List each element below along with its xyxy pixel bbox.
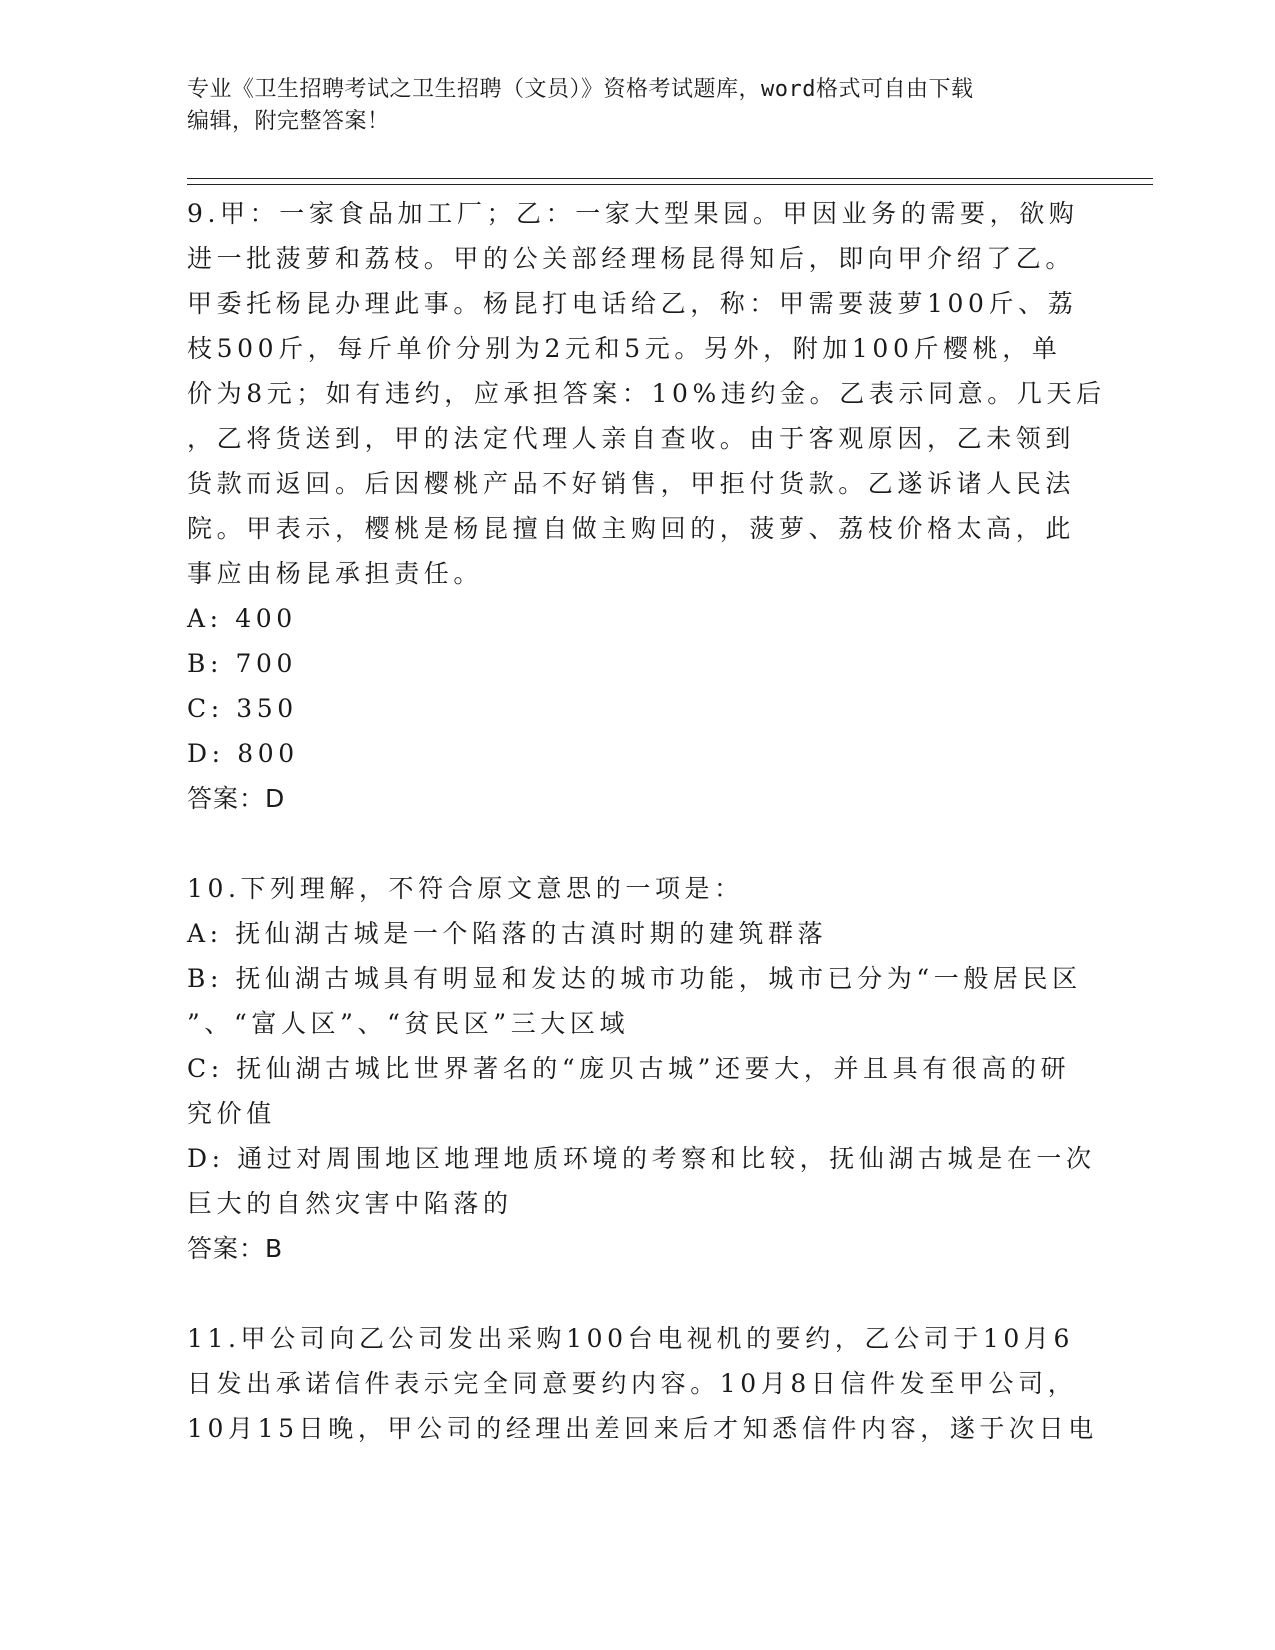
question-stem-line: 进一批菠萝和荔枝。甲的公关部经理杨昆得知后，即向甲介绍了乙。 [187,244,1076,273]
answer-option-c: 究价值 [187,1099,276,1128]
question-stem-line: 日发出承诺信件表示完全同意要约内容。10月8日信件发至甲公司， [187,1369,1078,1398]
question-stem-line: 价为8元；如有违约，应承担答案：10%违约金。乙表示同意。几天后 [187,379,1106,408]
question-stem-line: 事应由杨昆承担责任。 [187,559,484,588]
answer-key: 答案：D [187,784,286,813]
question-list [187,191,1106,1451]
answer-option-a: A: 抚仙湖古城是一个陷落的古滇时期的建筑群落 [187,919,828,948]
question-stem-line: 枝500斤，每斤单价分别为2元和5元。另外，附加100斤樱桃，单 [187,334,1062,363]
answer-option-c: C: 350 [187,694,298,723]
question-stem-line: 10.下列理解，不符合原文意思的一项是： [187,874,744,903]
answer-option-c: C: 抚仙湖古城比世界著名的“庞贝古城”还要大，并且具有很高的研 [187,1054,1071,1083]
question-stem-line: ，乙将货送到，甲的法定代理人亲自查收。由于客观原因，乙未领到 [187,424,1076,453]
question-stem-line: 甲委托杨昆办理此事。杨昆打电话给乙，称：甲需要菠萝100斤、荔 [187,289,1078,318]
answer-option-d: D: 通过对周围地区地理地质环境的考察和比较，抚仙湖古城是在一次 [187,1144,1096,1173]
header-line-1: 专业《卫生招聘考试之卫生招聘（文员）》资格考试题库，word格式可自由下载 [187,77,974,102]
question-1 [187,191,1106,866]
answer-option-a: A: 400 [187,604,297,633]
question-spacer [187,821,1087,866]
question-stem-line: 院。甲表示，樱桃是杨昆擅自做主购回的，菠萝、荔枝价格太高，此 [187,514,1076,543]
answer-option-b: B: 700 [187,649,298,678]
header-divider-bottom [187,184,1153,185]
answer-option-b: B: 抚仙湖古城具有明显和发达的城市功能，城市已分为“一般居民区 [187,964,1082,993]
header-line-2: 编辑，附完整答案！ [187,109,390,134]
question-2 [187,866,1096,1316]
question-stem-line: 货款而返回。后因樱桃产品不好销售，甲拒付货款。乙遂诉诸人民法 [187,469,1076,498]
answer-option-d: 巨大的自然灾害中陷落的 [187,1189,513,1218]
question-stem-line: 11.甲公司向乙公司发出采购100台电视机的要约，乙公司于10月6 [187,1324,1074,1353]
header-divider-top [187,178,1153,179]
answer-key: 答案：B [187,1234,284,1263]
question-3 [187,1316,1098,1451]
question-spacer [187,1271,1087,1316]
question-stem-line: 10月15日晚，甲公司的经理出差回来后才知悉信件内容，遂于次日电 [187,1414,1098,1443]
answer-option-b: ”、“富人区”、“贫民区”三大区域 [187,1009,630,1038]
answer-option-d: D: 800 [187,739,299,768]
document-header [187,74,1067,138]
question-stem-line: 9.甲：一家食品加工厂；乙：一家大型果园。甲因业务的需要，欲购 [187,199,1079,228]
